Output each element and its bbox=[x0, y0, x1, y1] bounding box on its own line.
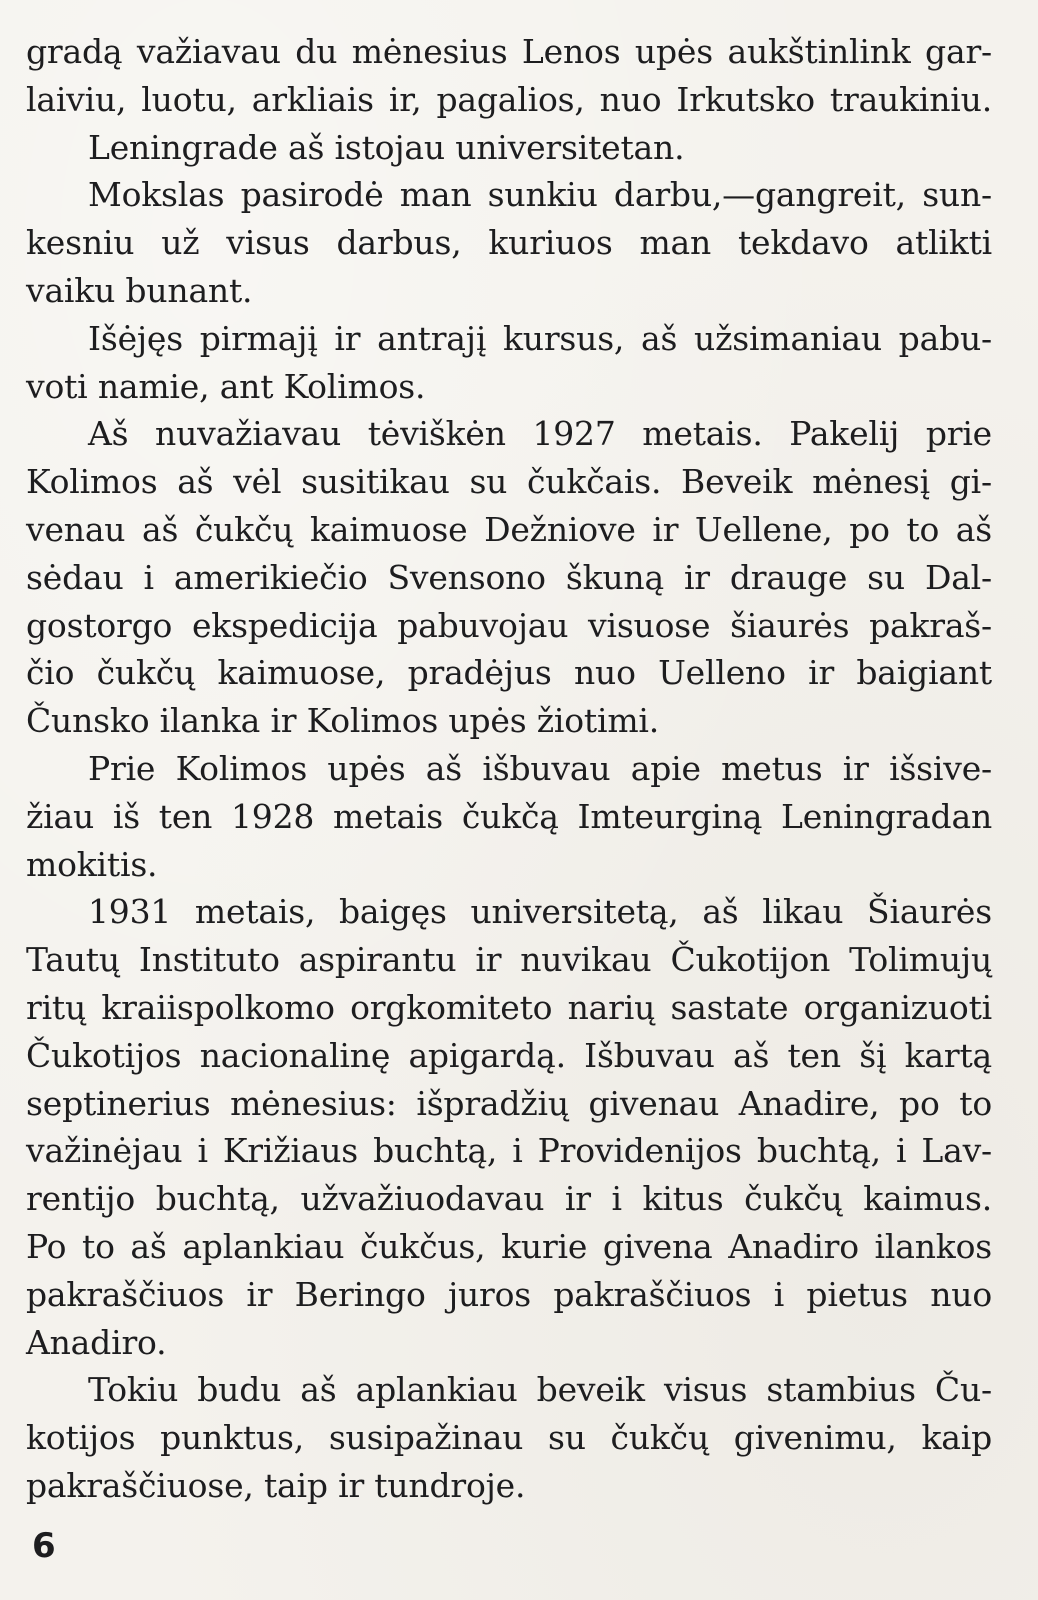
text-line: Tautų Instituto aspirantu ir nuvikau Čukotijon Tolimujų bbox=[26, 940, 992, 980]
paragraph-1 bbox=[26, 28, 992, 124]
text-line: Aš nuvažiavau tėviškėn 1927 metais. Pakelij prie bbox=[88, 414, 992, 454]
text-line: voti namie, ant Kolimos. bbox=[26, 366, 426, 406]
text-line: Čukotijos nacionalinę apigardą. Išbuvau aš ten šį kartą bbox=[26, 1035, 992, 1075]
text-line: pakraščiuos ir Beringo juros pakraščiuos i pietus nuo bbox=[26, 1274, 992, 1314]
text-line: sėdau i amerikiečio Svensono škuną ir drauge su Dal- bbox=[26, 557, 992, 597]
text-line: Leningrade aš istojau universitetan. bbox=[88, 127, 685, 167]
text-line: mokitis. bbox=[26, 844, 158, 884]
paragraph-5 bbox=[26, 410, 992, 745]
page-number: 6 bbox=[32, 1526, 56, 1566]
paragraph-8 bbox=[26, 1366, 992, 1509]
text-line: kesniu už visus darbus, kuriuos man tekdavo atlikti bbox=[26, 223, 992, 263]
text-line: Kolimos aš vėl susitikau su čukčais. Beveik mėnesį gi- bbox=[26, 462, 992, 502]
paragraph-6 bbox=[26, 745, 992, 888]
paragraph-2 bbox=[26, 124, 992, 172]
text-line: Mokslas pasirodė man sunkiu darbu,—gangreit, sun- bbox=[88, 175, 992, 215]
text-line: Čunsko ilanka ir Kolimos upės žiotimi. bbox=[26, 701, 660, 741]
text-line: važinėjau i Križiaus buchtą, i Providenijos buchtą, i Lav- bbox=[26, 1131, 992, 1171]
text-line: kotijos punktus, susipažinau su čukčų givenimu, kaip bbox=[26, 1418, 992, 1458]
text-line: žiau iš ten 1928 metais čukčą Imteurginą Leningradan bbox=[26, 796, 992, 836]
text-line: 1931 metais, baigęs universitetą, aš likau Šiaurės bbox=[88, 892, 992, 932]
text-line: Po to aš aplankiau čukčus, kurie givena Anadiro ilankos bbox=[26, 1226, 992, 1266]
text-line: gostorgo ekspedicija pabuvojau visuose šiaurės pakraš- bbox=[26, 605, 992, 645]
text-line: čio čukčų kaimuose, pradėjus nuo Uelleno ir baigiant bbox=[26, 653, 992, 693]
paragraph-7 bbox=[26, 888, 992, 1366]
text-line: venau aš čukčų kaimuose Dežniove ir Uellene, po to aš bbox=[26, 509, 992, 549]
text-line: septinerius mėnesius: išpradžių givenau Anadire, po to bbox=[26, 1083, 992, 1123]
body-text bbox=[26, 28, 992, 1510]
text-line: Prie Kolimos upės aš išbuvau apie metus ir išsive- bbox=[88, 748, 992, 788]
text-line: Anadiro. bbox=[26, 1322, 167, 1362]
text-line: rentijo buchtą, užvažiuodavau ir i kitus čukčų kaimus. bbox=[26, 1179, 992, 1219]
text-line: gradą važiavau du mėnesius Lenos upės aukštinlink gar- bbox=[26, 32, 992, 71]
text-line: Išėjęs pirmajį ir antrajį kursus, aš užsimaniau pabu- bbox=[88, 318, 992, 358]
text-line: vaiku bunant. bbox=[26, 270, 253, 310]
paragraph-4 bbox=[26, 315, 992, 411]
text-line: laiviu, luotu, arkliais ir, pagalios, nuo Irkutsko traukiniu. bbox=[26, 79, 992, 119]
text-line: Tokiu budu aš aplankiau beveik visus stambius Ču- bbox=[88, 1370, 992, 1410]
text-line: ritų kraiispolkomo orgkomiteto narių sastate organizuoti bbox=[26, 987, 992, 1027]
text-line: pakraščiuose, taip ir tundroje. bbox=[26, 1465, 526, 1505]
paragraph-3 bbox=[26, 171, 992, 314]
